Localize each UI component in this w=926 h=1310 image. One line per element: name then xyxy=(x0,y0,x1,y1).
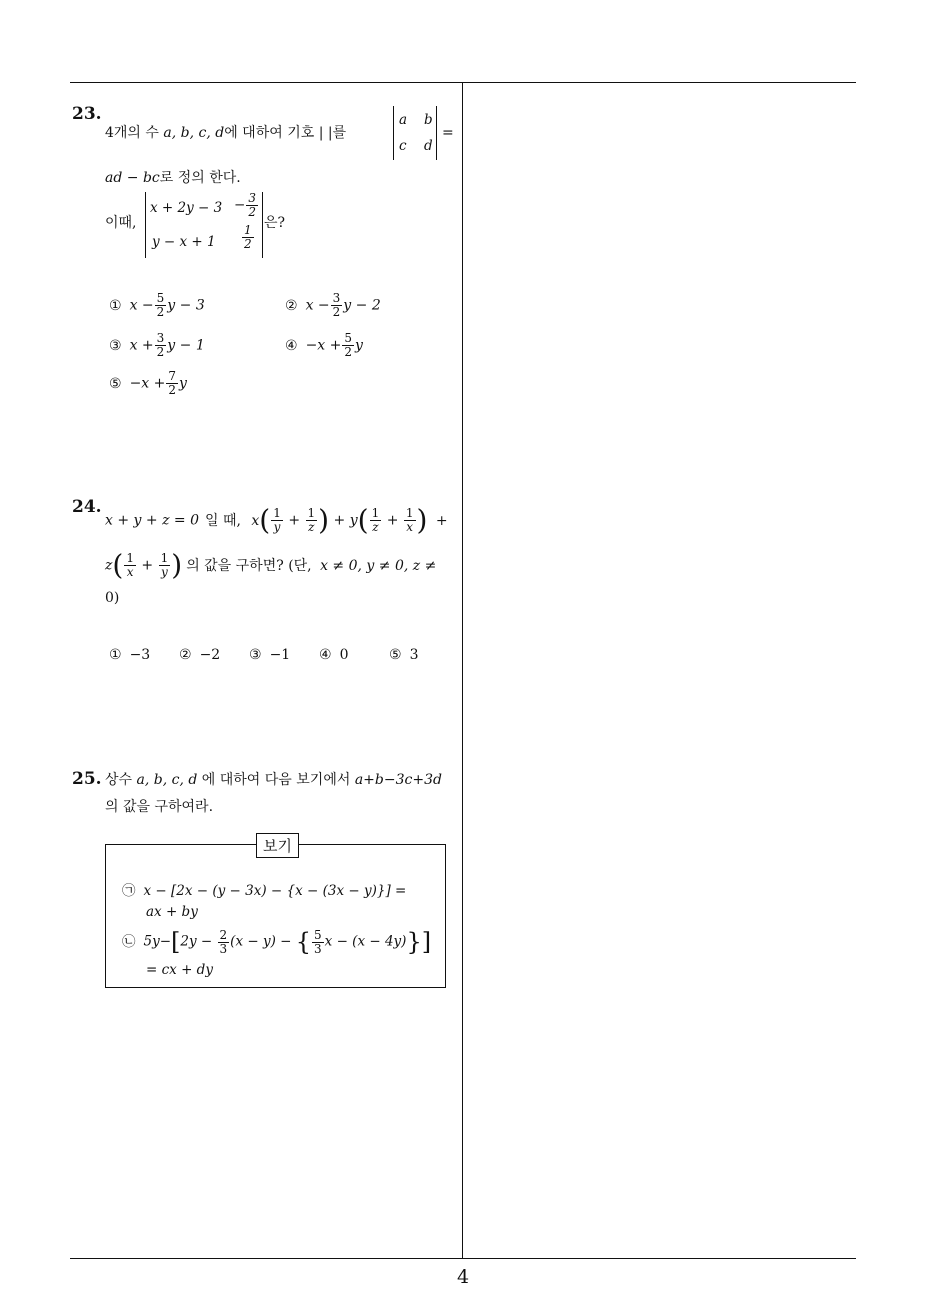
choice-post: y − 2 xyxy=(343,297,381,314)
q23-choice-5[interactable] xyxy=(109,370,187,397)
question-25-number: 25. xyxy=(72,769,102,789)
q23-choice-1[interactable] xyxy=(109,292,205,319)
frac-num: 1 xyxy=(371,506,380,520)
q25-expr: a+b−3c+3d xyxy=(354,772,442,788)
frac-den: 2 xyxy=(332,305,341,319)
paren-open: ( xyxy=(357,503,369,537)
q25-mid: 에 대하여 다음 보기에서 xyxy=(201,772,351,788)
item2-part-d: x − (x − 4y) xyxy=(324,933,407,950)
frac-den: 2 xyxy=(344,345,353,359)
q24-line2 xyxy=(105,548,437,582)
q24-condition-text: 일 때, xyxy=(204,512,241,529)
bracket-open: [ xyxy=(171,928,181,956)
frac-den: y xyxy=(161,565,168,579)
qdet-r2c2 xyxy=(241,224,255,251)
choice-post: y − 3 xyxy=(167,297,205,314)
qdet-r1c2 xyxy=(234,192,259,219)
frac-num: 5 xyxy=(314,927,322,942)
q23-line1-prefix: 4개의 수 xyxy=(105,125,164,141)
choice-frac xyxy=(331,292,343,319)
frac-num: 1 xyxy=(273,506,281,520)
frac-den: 3 xyxy=(219,941,228,956)
brace-close: } xyxy=(406,928,422,956)
frac-den: y xyxy=(273,520,281,534)
qdet-r1c2-sign: − xyxy=(234,197,246,213)
choice-value: 3 xyxy=(409,647,419,663)
frac-den: x xyxy=(126,565,134,579)
q24-frac xyxy=(124,552,136,579)
choice-mark: ② xyxy=(179,647,192,663)
q23-line3-prefix: 이때, xyxy=(105,215,137,231)
q24-line3: 0) xyxy=(105,590,120,606)
det-c: c xyxy=(399,138,407,154)
q24-choice-5[interactable] xyxy=(389,647,418,663)
q23-symbol: | | xyxy=(318,125,333,141)
choice-value: −1 xyxy=(269,647,291,663)
q24-choice-3[interactable] xyxy=(249,647,290,663)
frac-den: 2 xyxy=(156,305,165,319)
qdet-r1c2-frac xyxy=(246,192,258,219)
choice-mark: ⑤ xyxy=(109,375,122,392)
choice-mark: ⑤ xyxy=(389,647,402,663)
choice-pre: x − xyxy=(129,297,154,314)
choice-post: y − 1 xyxy=(167,337,205,354)
q23-definition-determinant xyxy=(393,106,437,160)
q24-frac xyxy=(159,552,171,579)
bogi-item-1 xyxy=(122,879,406,899)
bogi-item-2 xyxy=(122,928,431,956)
q24-frac xyxy=(271,507,283,534)
page-number: 4 xyxy=(456,1266,470,1288)
paren-close: ) xyxy=(416,503,428,537)
q24-condition: x + y + z = 0 xyxy=(105,512,199,529)
frac-num: 1 xyxy=(244,223,252,237)
paren-close: ) xyxy=(318,503,330,537)
q24-var: x xyxy=(251,512,260,529)
frac-num: 3 xyxy=(332,291,341,305)
det-d: d xyxy=(424,138,433,154)
q23-line1 xyxy=(105,123,346,143)
frac-den: x xyxy=(406,520,414,534)
q23-choice-2[interactable] xyxy=(285,292,381,319)
choice-pre: x − xyxy=(305,297,330,314)
choice-frac xyxy=(166,370,178,397)
qdet-r2c1: y − x + 1 xyxy=(152,234,216,250)
frac-den: 2 xyxy=(168,383,177,397)
choice-value: −2 xyxy=(199,647,221,663)
q23-choice-4[interactable] xyxy=(285,332,363,359)
choice-mark: ④ xyxy=(285,337,298,354)
q25-line2: 의 값을 구하여라. xyxy=(105,799,214,815)
item-mark: ㉠ xyxy=(122,883,136,899)
q23-line3-suffix: 은? xyxy=(264,215,286,231)
frac-den: 2 xyxy=(244,237,252,251)
choice-frac xyxy=(342,332,354,359)
item2-part-c: (x − y) − xyxy=(230,933,292,950)
frac-den: z xyxy=(372,520,379,534)
choice-pre: −x + xyxy=(129,375,166,392)
paren-open: ( xyxy=(259,503,271,537)
bogi-title: 보기 xyxy=(256,833,299,858)
bottom-rule xyxy=(70,1258,856,1259)
item2-frac2 xyxy=(312,929,324,956)
frac-den: 3 xyxy=(314,941,322,956)
choice-frac xyxy=(155,332,167,359)
frac-num: 3 xyxy=(248,191,256,205)
item1-line1: x − [2x − (y − 3x) − {x − (3x − y)}] = xyxy=(143,883,407,899)
plus-sign: + xyxy=(333,512,346,529)
item-mark: ㉡ xyxy=(122,933,136,950)
plus-sign: + xyxy=(435,512,448,529)
q24-var: y xyxy=(349,512,358,529)
item2-part-b: 2y − xyxy=(180,933,213,950)
q23-line1-suffix: 를 xyxy=(332,125,347,141)
choice-post: y xyxy=(179,375,187,392)
q23-line2-expr: ad − bc xyxy=(105,170,160,186)
q24-choice-1[interactable] xyxy=(109,647,150,663)
q23-question-determinant xyxy=(145,192,263,258)
frac-den: 2 xyxy=(156,345,165,359)
top-rule xyxy=(70,82,856,83)
choice-mark: ④ xyxy=(319,647,332,663)
q24-frac xyxy=(404,507,416,534)
q23-line2-text: 로 정의 한다. xyxy=(159,170,241,186)
frac-num: 7 xyxy=(168,369,177,383)
item2-part-a: 5y− xyxy=(143,933,172,950)
q24-frac xyxy=(370,507,382,534)
choice-mark: ③ xyxy=(109,337,122,354)
q24-choice-4[interactable] xyxy=(319,647,348,663)
choice-mark: ② xyxy=(285,297,298,314)
question-24-number: 24. xyxy=(72,497,102,517)
column-divider xyxy=(462,82,463,1259)
choice-mark: ③ xyxy=(249,647,262,663)
paren-open: ( xyxy=(112,548,124,582)
q24-choice-2[interactable] xyxy=(179,647,220,663)
frac-num: 5 xyxy=(156,291,165,305)
frac-num: 1 xyxy=(405,506,414,520)
frac-den: 2 xyxy=(248,205,256,219)
choice-value: −3 xyxy=(129,647,151,663)
bracket-close: ] xyxy=(421,928,432,956)
bogi-item-1-line2: ax + by xyxy=(146,904,198,920)
choice-post: y xyxy=(355,337,363,354)
q23-choice-3[interactable] xyxy=(109,332,205,359)
q23-line1-mid: 에 대하여 기호 xyxy=(224,125,319,141)
choice-frac xyxy=(155,292,167,319)
det-a: a xyxy=(399,112,408,128)
q23-equals: = xyxy=(442,125,454,141)
question-23-number: 23. xyxy=(72,104,102,124)
frac-num: 5 xyxy=(344,331,353,345)
q24-tail-text: 의 값을 구하면? (단, xyxy=(186,557,312,574)
plus-sign: + xyxy=(141,557,154,574)
q25-prefix: 상수 xyxy=(105,772,133,788)
q25-vars: a, b, c, d xyxy=(136,772,198,788)
item2-frac1 xyxy=(218,929,230,956)
choice-mark: ① xyxy=(109,647,122,663)
frac-den: z xyxy=(308,520,315,534)
paren-close: ) xyxy=(171,548,183,582)
q23-line2 xyxy=(105,168,241,188)
det-b: b xyxy=(424,112,433,128)
q25-line1 xyxy=(105,770,442,790)
bogi-item-2-line2: = cx + dy xyxy=(146,962,213,978)
q24-frac xyxy=(306,507,318,534)
frac-num: 1 xyxy=(160,551,169,565)
q23-line1-vars: a, b, c, d xyxy=(163,125,225,141)
brace-open: { xyxy=(295,928,312,956)
qdet-r2c2-frac xyxy=(242,224,254,251)
plus-sign: + xyxy=(386,512,399,529)
qdet-r1c1: x + 2y − 3 xyxy=(150,200,223,216)
plus-sign: + xyxy=(288,512,301,529)
choice-value: 0 xyxy=(339,647,349,663)
choice-mark: ① xyxy=(109,297,122,314)
frac-num: 2 xyxy=(219,927,228,942)
q24-restriction: x ≠ 0, y ≠ 0, z ≠ xyxy=(320,557,437,574)
frac-num: 3 xyxy=(156,331,165,345)
frac-num: 1 xyxy=(126,551,134,565)
choice-pre: −x + xyxy=(305,337,342,354)
q24-line1 xyxy=(105,503,448,537)
q24-var: z xyxy=(105,557,113,574)
choice-pre: x + xyxy=(129,337,154,354)
frac-num: 1 xyxy=(307,506,316,520)
